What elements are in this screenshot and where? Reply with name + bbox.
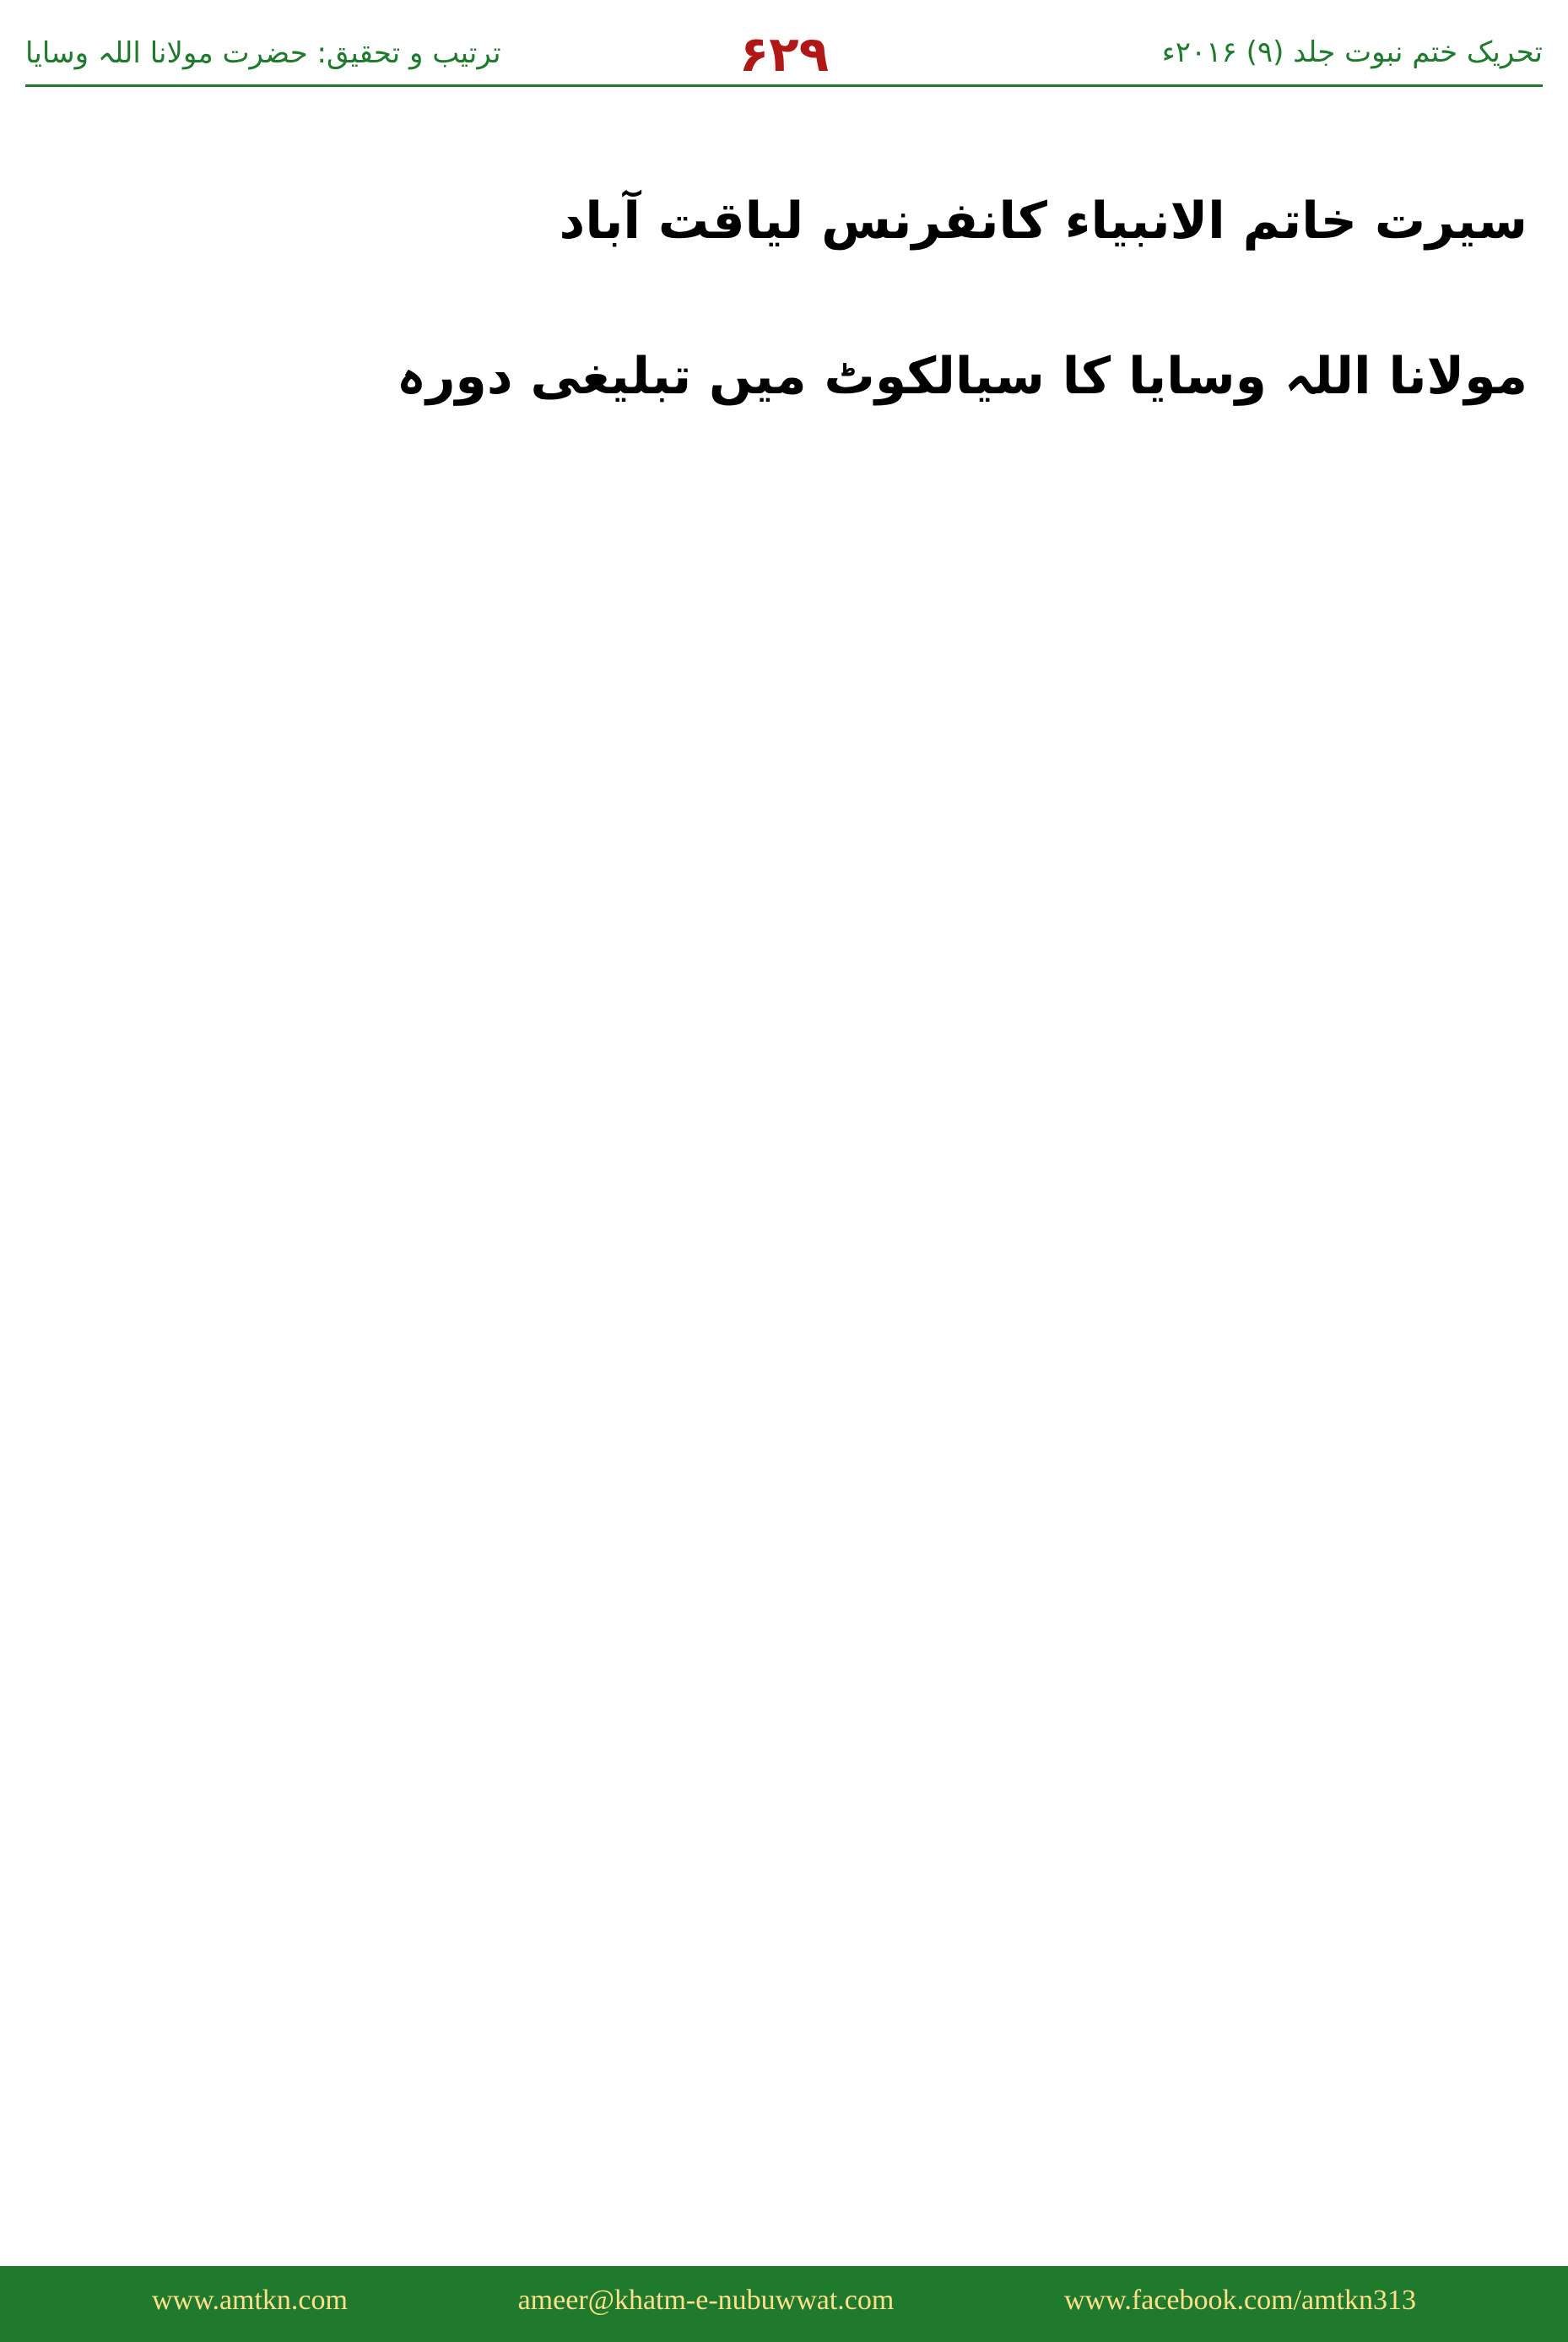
section-heading: سیرت خاتم الانبیاء کانفرنس لیاقت آباد (559, 192, 1527, 251)
paragraph (41, 420, 1527, 479)
page-content (41, 110, 1527, 2224)
section-sialkot-tour (41, 343, 1527, 547)
website-link[interactable]: www.amtkn.com (152, 2285, 348, 2316)
page-header (25, 25, 1543, 87)
facebook-link[interactable]: www.facebook.com/amtkn313 (1063, 2285, 1416, 2316)
paragraph (41, 488, 1527, 547)
paragraph (41, 110, 1527, 169)
email-link[interactable]: ameer@khatm-e-nubuwwat.com (517, 2285, 895, 2316)
page-number: ۶۲۹ (738, 25, 830, 83)
book-title: تحریک ختم نبوت جلد (۹) ۲۰۱۶ء (1161, 35, 1543, 69)
section-heading: مولانا اللہ وسایا کا سیالکوٹ میں تبلیغی دورہ (396, 347, 1527, 406)
section-continuation (41, 110, 1527, 169)
paragraph (41, 265, 1527, 324)
page-footer (0, 2266, 1568, 2342)
compiler-credit: ترتیب و تحقیق: حضرت مولانا اللہ وسایا (25, 36, 501, 70)
footer-links (152, 2285, 1416, 2317)
section-liaquatabad-conference (41, 187, 1527, 324)
